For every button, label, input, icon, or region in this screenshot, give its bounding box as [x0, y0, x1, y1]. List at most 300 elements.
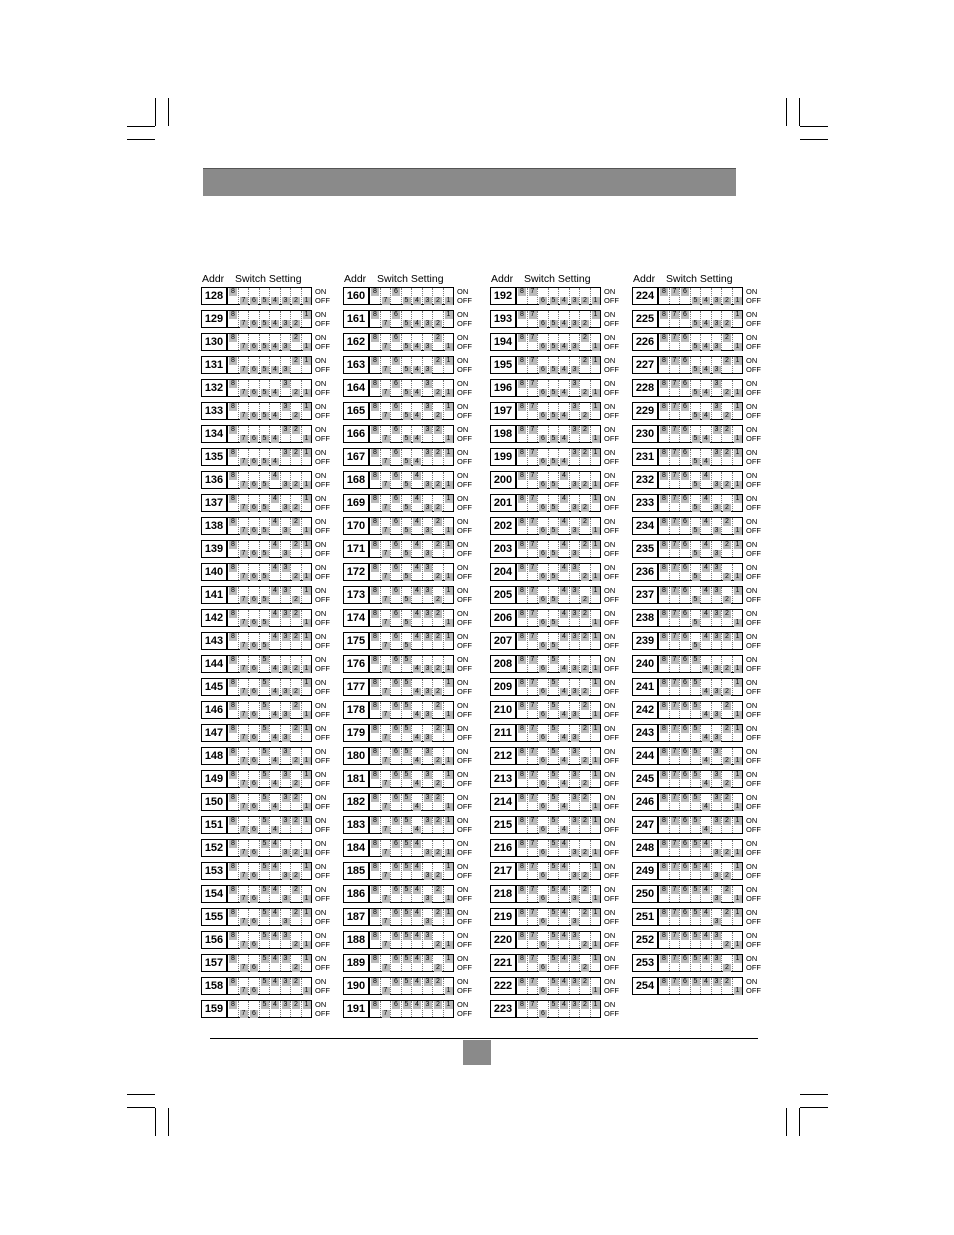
bit-label: 2: [292, 610, 300, 618]
crop-mark: [800, 1107, 828, 1108]
bit-label: 4: [702, 633, 710, 641]
address-value: 178: [343, 701, 369, 719]
bit-label: 8: [660, 288, 668, 296]
dip-switch: [658, 816, 743, 834]
bit-label: 3: [571, 564, 579, 572]
switch-bit: [433, 909, 444, 925]
bit-label: 5: [550, 412, 558, 420]
switch-bit: [281, 403, 292, 419]
switch-bit: [680, 564, 691, 580]
bit-label: 4: [413, 863, 421, 871]
bit-label: 3: [282, 366, 290, 374]
bit-label: 5: [403, 725, 411, 733]
table-row: [490, 953, 638, 976]
bit-label: 1: [303, 849, 311, 857]
address-value: 184: [343, 839, 369, 857]
switch-bit: [680, 679, 691, 695]
switch-bit: [239, 380, 250, 396]
bit-label: 3: [424, 734, 432, 742]
bit-label: 8: [518, 725, 526, 733]
switch-bit: [712, 518, 723, 534]
bit-label: 5: [692, 702, 700, 710]
dip-switch: [369, 287, 454, 305]
switch-bit: [270, 311, 281, 327]
switch-bit: [391, 426, 402, 442]
on-off-label: ON OFF: [604, 310, 619, 328]
switch-bit: [733, 518, 743, 534]
switch-bit: [701, 334, 712, 350]
bit-label: 3: [282, 688, 290, 696]
switch-bit: [260, 1001, 271, 1017]
bit-label: 5: [261, 955, 269, 963]
bit-label: 7: [671, 380, 679, 388]
table-row: [632, 815, 780, 838]
on-off-label: ON OFF: [457, 494, 472, 512]
switch-bit: [528, 288, 539, 304]
switch-bit: [291, 886, 302, 902]
bit-label: 8: [518, 587, 526, 595]
switch-bit: [228, 771, 239, 787]
switch-bit: [444, 725, 454, 741]
bit-label: 4: [413, 610, 421, 618]
bit-label: 8: [660, 771, 668, 779]
switch-bit: [733, 886, 743, 902]
bit-label: 8: [518, 472, 526, 480]
switch-bit: [281, 380, 292, 396]
switch-bit: [570, 955, 581, 971]
switch-bit: [580, 725, 591, 741]
bit-label: 5: [692, 481, 700, 489]
switch-bit: [680, 932, 691, 948]
bit-label: 8: [229, 587, 237, 595]
dip-switch: [227, 885, 312, 903]
bit-label: 6: [392, 794, 400, 802]
switch-bit: [528, 978, 539, 994]
bit-label: 8: [660, 334, 668, 342]
switch-bit: [670, 840, 681, 856]
switch-bit: [228, 702, 239, 718]
bit-label: 1: [734, 297, 742, 305]
bit-label: 7: [240, 826, 248, 834]
bit-label: 7: [671, 978, 679, 986]
bit-label: 8: [660, 725, 668, 733]
switch-bit: [712, 656, 723, 672]
switch-bit: [423, 679, 434, 695]
table-row: [201, 516, 349, 539]
table-row: [343, 332, 491, 355]
address-value: 148: [201, 747, 227, 765]
switch-bit: [249, 541, 260, 557]
switch-bit: [591, 472, 601, 488]
dip-switch: [227, 655, 312, 673]
bit-label: 8: [371, 587, 379, 595]
switch-bit: [423, 886, 434, 902]
dip-switch: [369, 471, 454, 489]
bit-label: 1: [445, 679, 453, 687]
switch-bit: [239, 564, 250, 580]
address-value: 196: [490, 379, 516, 397]
switch-bit: [302, 472, 312, 488]
bit-label: 3: [424, 711, 432, 719]
bit-label: 3: [424, 688, 432, 696]
switch-bit: [249, 886, 260, 902]
bit-label: 6: [681, 633, 689, 641]
bit-label: 5: [261, 817, 269, 825]
bit-label: 1: [303, 803, 311, 811]
bit-label: 5: [692, 412, 700, 420]
on-off-label: ON OFF: [746, 540, 761, 558]
on-off-label: ON OFF: [457, 954, 472, 972]
switch-bit: [570, 357, 581, 373]
switch-bit: [402, 978, 413, 994]
crop-mark: [127, 1094, 155, 1095]
bit-label: 4: [271, 343, 279, 351]
table-row: [201, 654, 349, 677]
bit-label: 7: [529, 840, 537, 848]
switch-bit: [591, 633, 601, 649]
switch-bit: [249, 679, 260, 695]
switch-bit: [722, 771, 733, 787]
dip-switch: [369, 379, 454, 397]
switch-bit: [291, 495, 302, 511]
bit-label: 7: [240, 527, 248, 535]
bit-label: 2: [292, 886, 300, 894]
switch-bit: [370, 656, 381, 672]
switch-bit: [591, 771, 601, 787]
bit-label: 5: [550, 481, 558, 489]
bit-label: 5: [550, 656, 558, 664]
bit-label: 2: [292, 633, 300, 641]
dip-switch: [658, 517, 743, 535]
bit-label: 5: [550, 909, 558, 917]
bit-label: 6: [392, 886, 400, 894]
switch-bit: [270, 495, 281, 511]
switch-bit: [680, 288, 691, 304]
bit-label: 1: [592, 665, 600, 673]
bit-label: 8: [371, 794, 379, 802]
bit-label: 4: [560, 711, 568, 719]
bit-label: 7: [671, 541, 679, 549]
bit-label: 4: [702, 458, 710, 466]
switch-bit: [444, 380, 454, 396]
bit-label: 3: [282, 550, 290, 558]
table-row: [201, 953, 349, 976]
address-value: 142: [201, 609, 227, 627]
dip-switch: [227, 517, 312, 535]
bit-label: 5: [550, 366, 558, 374]
switch-bit: [580, 978, 591, 994]
dip-switch: [516, 908, 601, 926]
bit-label: 2: [292, 334, 300, 342]
switch-bit: [670, 725, 681, 741]
addr-header: Addr: [202, 273, 225, 285]
bit-label: 5: [550, 748, 558, 756]
bit-label: 8: [518, 564, 526, 572]
switch-bit: [591, 426, 601, 442]
switch-bit: [538, 863, 549, 879]
switch-bit: [270, 863, 281, 879]
switch-bit: [381, 656, 392, 672]
switch-bit: [559, 518, 570, 534]
dip-switch: [516, 425, 601, 443]
switch-bit: [517, 311, 528, 327]
dip-switch: [227, 908, 312, 926]
bit-label: 2: [581, 518, 589, 526]
bit-label: 3: [571, 978, 579, 986]
switch-bit: [291, 633, 302, 649]
bit-label: 1: [445, 403, 453, 411]
bit-label: 3: [571, 380, 579, 388]
switch-bit: [570, 472, 581, 488]
switch-setting-header: Switch Setting: [666, 273, 733, 285]
switch-bit: [538, 679, 549, 695]
bit-label: 6: [250, 849, 258, 857]
switch-bit: [517, 771, 528, 787]
table-row: [490, 355, 638, 378]
table-row: [632, 355, 780, 378]
bit-label: 1: [303, 987, 311, 995]
bit-label: 3: [424, 955, 432, 963]
switch-bit: [402, 311, 413, 327]
bit-label: 5: [550, 1001, 558, 1009]
switch-bit: [433, 541, 444, 557]
bit-label: 4: [702, 826, 710, 834]
table-row: [343, 654, 491, 677]
switch-bit: [412, 955, 423, 971]
switch-bit: [270, 426, 281, 442]
table-row: [343, 378, 491, 401]
switch-bit: [302, 771, 312, 787]
switch-bit: [701, 909, 712, 925]
switch-bit: [722, 656, 733, 672]
switch-bit: [381, 794, 392, 810]
switch-bit: [423, 610, 434, 626]
bit-label: 5: [403, 679, 411, 687]
switch-bit: [591, 978, 601, 994]
table-row: [201, 608, 349, 631]
on-off-label: ON OFF: [604, 494, 619, 512]
bit-label: 5: [261, 297, 269, 305]
on-off-label: ON OFF: [746, 885, 761, 903]
on-off-label: ON OFF: [604, 540, 619, 558]
bit-label: 8: [518, 840, 526, 848]
switch-bit: [433, 288, 444, 304]
bit-label: 3: [713, 918, 721, 926]
switch-bit: [701, 380, 712, 396]
switch-bit: [559, 495, 570, 511]
bit-label: 2: [292, 964, 300, 972]
switch-bit: [249, 955, 260, 971]
switch-bit: [591, 909, 601, 925]
bit-label: 8: [371, 288, 379, 296]
table-row: [490, 930, 638, 953]
dip-switch: [658, 655, 743, 673]
switch-bit: [570, 794, 581, 810]
switch-bit: [370, 955, 381, 971]
bit-label: 4: [271, 633, 279, 641]
switch-bit: [680, 472, 691, 488]
switch-bit: [570, 564, 581, 580]
bit-label: 6: [250, 481, 258, 489]
table-row: [343, 424, 491, 447]
dip-switch: [227, 379, 312, 397]
switch-bit: [528, 702, 539, 718]
bit-label: 1: [303, 619, 311, 627]
bit-label: 2: [581, 757, 589, 765]
bit-label: 8: [229, 702, 237, 710]
switch-bit: [444, 472, 454, 488]
on-off-label: ON OFF: [604, 701, 619, 719]
switch-bit: [591, 679, 601, 695]
switch-bit: [733, 725, 743, 741]
bit-label: 3: [713, 564, 721, 572]
table-row: [201, 355, 349, 378]
bit-label: 8: [518, 863, 526, 871]
bit-label: 6: [392, 564, 400, 572]
bit-label: 2: [723, 297, 731, 305]
switch-bit: [302, 794, 312, 810]
switch-bit: [228, 403, 239, 419]
switch-bit: [691, 909, 702, 925]
bit-label: 6: [392, 679, 400, 687]
switch-bit: [733, 403, 743, 419]
switch-bit: [391, 587, 402, 603]
bit-label: 2: [434, 412, 442, 420]
bit-label: 4: [271, 541, 279, 549]
bit-label: 8: [371, 656, 379, 664]
dip-switch: [516, 356, 601, 374]
bit-label: 2: [292, 1001, 300, 1009]
switch-bit: [302, 886, 312, 902]
switch-bit: [722, 633, 733, 649]
switch-bit: [444, 426, 454, 442]
bit-label: 7: [382, 389, 390, 397]
bit-label: 6: [250, 527, 258, 535]
address-value: 146: [201, 701, 227, 719]
switch-bit: [391, 978, 402, 994]
bit-label: 5: [403, 573, 411, 581]
switch-bit: [559, 909, 570, 925]
address-value: 211: [490, 724, 516, 742]
bit-label: 1: [303, 435, 311, 443]
bit-label: 4: [271, 840, 279, 848]
table-row: [632, 976, 780, 999]
bit-label: 6: [681, 403, 689, 411]
bit-label: 7: [382, 849, 390, 857]
bit-label: 5: [692, 771, 700, 779]
switch-bit: [570, 633, 581, 649]
switch-bit: [249, 633, 260, 649]
switch-bit: [570, 725, 581, 741]
table-row: [343, 746, 491, 769]
switch-bit: [270, 1001, 281, 1017]
bit-label: 1: [592, 297, 600, 305]
switch-bit: [249, 794, 260, 810]
switch-bit: [591, 403, 601, 419]
bit-label: 8: [371, 771, 379, 779]
on-off-label: ON OFF: [315, 379, 330, 397]
bit-label: 8: [229, 748, 237, 756]
dip-switch: [516, 333, 601, 351]
bit-label: 1: [303, 909, 311, 917]
bit-label: 4: [271, 564, 279, 572]
switch-bit: [370, 587, 381, 603]
dip-switch: [658, 471, 743, 489]
dip-switch: [658, 724, 743, 742]
bit-label: 8: [371, 380, 379, 388]
bit-label: 7: [240, 872, 248, 880]
bit-label: 8: [518, 541, 526, 549]
switch-bit: [659, 610, 670, 626]
switch-bit: [659, 403, 670, 419]
bit-label: 1: [734, 357, 742, 365]
on-off-label: ON OFF: [315, 402, 330, 420]
switch-bit: [281, 955, 292, 971]
switch-bit: [591, 748, 601, 764]
switch-bit: [691, 403, 702, 419]
switch-bit: [701, 978, 712, 994]
bit-label: 5: [692, 297, 700, 305]
bit-label: 4: [413, 343, 421, 351]
on-off-label: ON OFF: [746, 425, 761, 443]
address-value: 235: [632, 540, 658, 558]
switch-bit: [402, 702, 413, 718]
table-row: [632, 677, 780, 700]
switch-bit: [228, 495, 239, 511]
switch-bit: [701, 656, 712, 672]
address-value: 131: [201, 356, 227, 374]
bit-label: 2: [434, 872, 442, 880]
switch-bit: [391, 932, 402, 948]
switch-bit: [412, 518, 423, 534]
switch-bit: [444, 587, 454, 603]
switch-bit: [291, 679, 302, 695]
address-value: 153: [201, 862, 227, 880]
table-row: [490, 286, 638, 309]
bit-label: 4: [560, 587, 568, 595]
switch-bit: [302, 863, 312, 879]
switch-bit: [391, 610, 402, 626]
bit-label: 6: [681, 334, 689, 342]
bit-label: 1: [303, 771, 311, 779]
bit-label: 7: [382, 826, 390, 834]
switch-bit: [381, 771, 392, 787]
bit-label: 4: [413, 472, 421, 480]
switch-bit: [691, 679, 702, 695]
switch-bit: [381, 610, 392, 626]
switch-bit: [691, 955, 702, 971]
switch-bit: [722, 978, 733, 994]
switch-bit: [670, 771, 681, 787]
dip-switch: [516, 632, 601, 650]
switch-bit: [281, 886, 292, 902]
switch-bit: [281, 840, 292, 856]
switch-bit: [281, 702, 292, 718]
address-value: 144: [201, 655, 227, 673]
bit-label: 4: [271, 688, 279, 696]
bit-label: 3: [424, 794, 432, 802]
bit-label: 5: [261, 863, 269, 871]
switch-bit: [701, 840, 712, 856]
switch-bit: [370, 541, 381, 557]
switch-bit: [559, 817, 570, 833]
bit-label: 3: [282, 504, 290, 512]
switch-bit: [580, 748, 591, 764]
switch-bit: [302, 426, 312, 442]
address-value: 242: [632, 701, 658, 719]
switch-bit: [402, 932, 413, 948]
switch-bit: [433, 495, 444, 511]
